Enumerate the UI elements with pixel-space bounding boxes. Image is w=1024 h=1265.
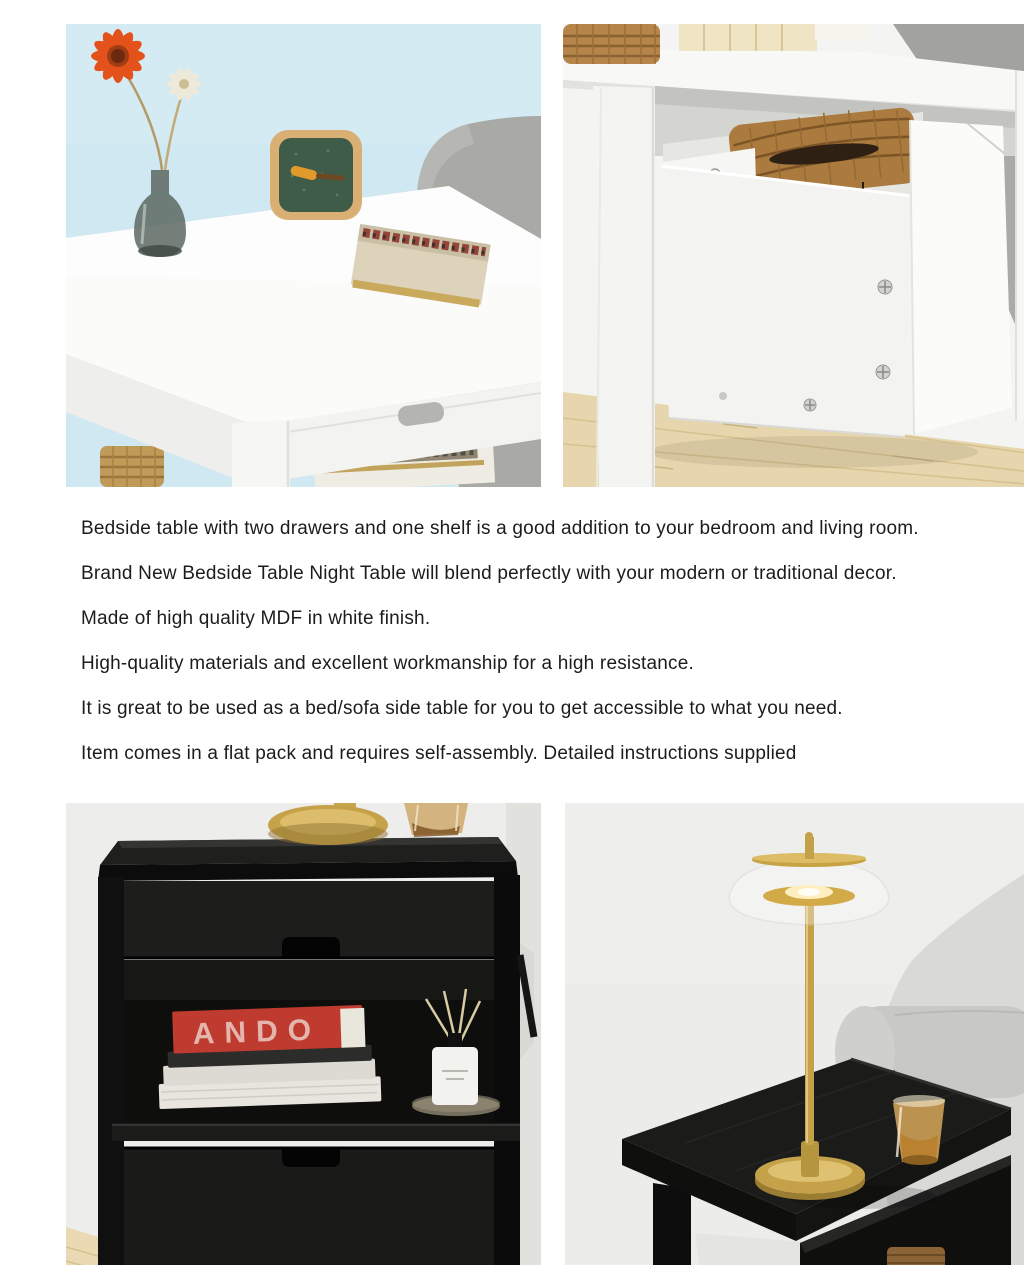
glass-tumbler-partial xyxy=(404,803,468,837)
product-photo-lamp-scene xyxy=(565,803,1024,1265)
red-book xyxy=(172,1005,365,1054)
open-drawer xyxy=(661,105,1012,437)
description-line-2: Brand New Bedside Table Night Table will blend perfectly with your modern or traditional decor. xyxy=(81,563,897,584)
product-description-text xyxy=(81,506,1011,776)
black-nightstand xyxy=(98,803,534,1265)
drawer-handle-cutout xyxy=(282,1147,340,1167)
top-drawer xyxy=(124,881,494,958)
table-leg xyxy=(593,86,655,487)
wooden-clock xyxy=(270,130,362,220)
drawer-side-panel xyxy=(661,166,912,437)
product-photo-white-nightstand-top xyxy=(66,24,541,487)
table-leg xyxy=(232,420,290,487)
description-line-1: Bedside table with two drawers and one shelf is a good addition to your bedroom and living room. xyxy=(81,518,919,539)
product-photo-open-drawer xyxy=(563,24,1024,487)
description-line-5: It is great to be used as a bed/sofa side table for you to get accessible to what you need. xyxy=(81,698,843,719)
drawer-front-panel xyxy=(910,120,1012,434)
open-shelf xyxy=(124,960,500,1125)
table-leg xyxy=(653,1183,691,1265)
bottom-drawer xyxy=(124,1147,494,1265)
description-line-4: High-quality materials and excellent workmanship for a high resistance. xyxy=(81,653,694,674)
book-stack xyxy=(156,1004,381,1109)
description-line-3: Made of high quality MDF in white finish. xyxy=(81,608,431,629)
drawer-handle-cutout xyxy=(282,937,340,957)
lower-shelf-basket xyxy=(887,1247,945,1265)
bed-frame-rail xyxy=(1015,70,1024,421)
product-photo-black-nightstand xyxy=(66,803,541,1265)
shelf-basket xyxy=(100,446,164,487)
description-line-6: Item comes in a flat pack and requires self-assembly. Detailed instructions supplied xyxy=(81,743,797,764)
book-cover-title: ANDO xyxy=(192,1013,322,1051)
wicker-basket xyxy=(563,24,660,64)
